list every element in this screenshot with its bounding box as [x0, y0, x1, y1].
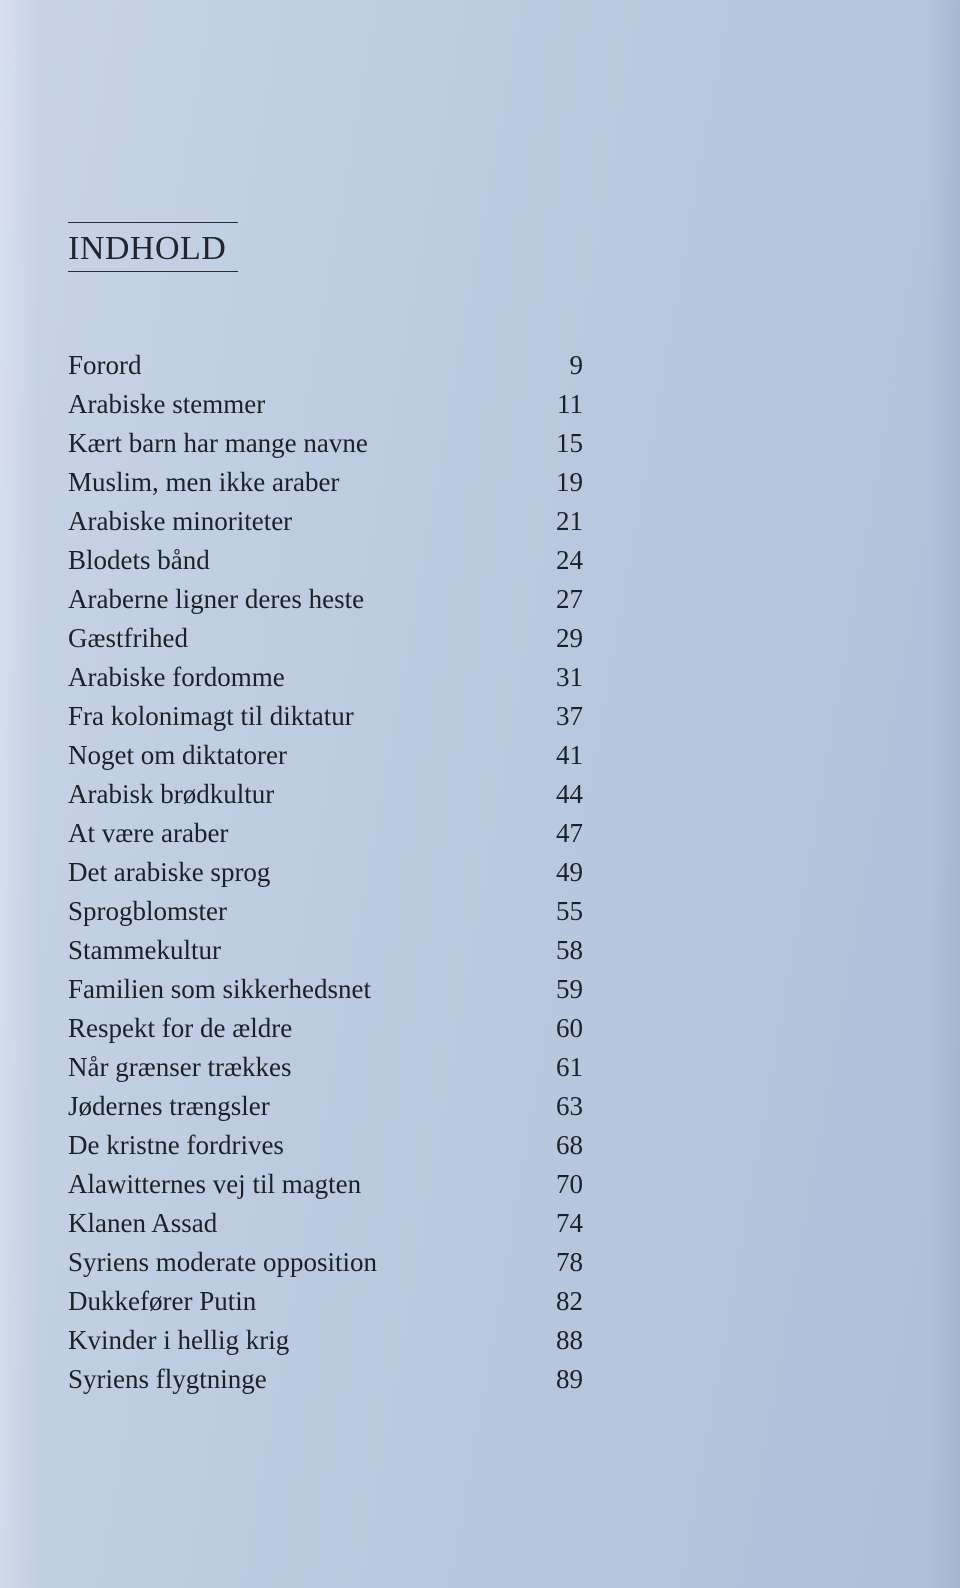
toc-entry [68, 463, 583, 502]
toc-entry-page-number: 88 [556, 1325, 583, 1355]
toc-entry-title: Gæstfrihed [68, 623, 188, 653]
toc-entry-title: De kristne fordrives [68, 1130, 284, 1160]
contents-heading: INDHOLD [68, 230, 227, 267]
toc-entry-page-number: 41 [556, 740, 583, 770]
toc-entry-title: Arabiske minoriteter [68, 506, 293, 536]
toc-entry-title: Dukkefører Putin [68, 1286, 257, 1316]
toc-entry-title: Kvinder i hellig krig [68, 1325, 290, 1355]
toc-entry-page-number: 29 [556, 623, 583, 653]
toc-entry-title: At være araber [68, 818, 229, 848]
toc-entry [68, 775, 583, 814]
toc-entry-title: Blodets bånd [68, 545, 210, 575]
toc-entry [68, 931, 583, 970]
toc-entry [68, 1243, 583, 1282]
toc-entry [68, 1165, 583, 1204]
toc-entry [68, 580, 583, 619]
toc-entry [68, 385, 583, 424]
toc-entry-page-number: 9 [569, 350, 583, 380]
toc-entry-page-number: 59 [556, 974, 583, 1004]
toc-entry-title: Noget om diktatorer [68, 740, 287, 770]
toc-entry [68, 853, 583, 892]
toc-entry [68, 1009, 583, 1048]
toc-entry-page-number: 68 [556, 1130, 583, 1160]
toc-entry-title: Fra kolonimagt til diktatur [68, 701, 354, 731]
toc-entry-title: Jødernes trængsler [68, 1091, 270, 1121]
toc-entry-page-number: 31 [556, 662, 583, 692]
toc-entry-title: Arabisk brødkultur [68, 779, 275, 809]
toc-entry-title: Sprogblomster [68, 896, 227, 926]
table-of-contents [68, 346, 583, 1399]
page-edge-shadow [930, 0, 960, 1588]
toc-entry-page-number: 60 [556, 1013, 583, 1043]
page-edge-highlight [0, 0, 40, 1588]
toc-entry-page-number: 47 [556, 818, 583, 848]
toc-entry-page-number: 61 [556, 1052, 583, 1082]
toc-entry-page-number: 19 [556, 467, 583, 497]
toc-entry [68, 1282, 583, 1321]
toc-entry-title: Respekt for de ældre [68, 1013, 293, 1043]
toc-entry-title: Syriens moderate opposition [68, 1247, 377, 1277]
toc-entry-title: Klanen Assad [68, 1208, 218, 1238]
toc-entry-page-number: 24 [556, 545, 583, 575]
toc-entry-title: Kært barn har mange navne [68, 428, 368, 458]
toc-entry [68, 1321, 583, 1360]
toc-entry-page-number: 70 [556, 1169, 583, 1199]
toc-entry [68, 502, 583, 541]
toc-entry-page-number: 82 [556, 1286, 583, 1316]
heading-rules [68, 222, 238, 272]
toc-entry-page-number: 55 [556, 896, 583, 926]
toc-entry [68, 619, 583, 658]
toc-entry-page-number: 89 [556, 1364, 583, 1394]
toc-entry [68, 697, 583, 736]
toc-entry-page-number: 44 [556, 779, 583, 809]
toc-entry-title: Arabiske fordomme [68, 662, 285, 692]
toc-entry-page-number: 58 [556, 935, 583, 965]
toc-entry-page-number: 74 [556, 1208, 583, 1238]
toc-entry [68, 814, 583, 853]
toc-entry-page-number: 78 [556, 1247, 583, 1277]
toc-entry [68, 346, 583, 385]
toc-entry-title: Arabiske stemmer [68, 389, 266, 419]
toc-entry [68, 424, 583, 463]
toc-entry-title: Når grænser trækkes [68, 1052, 292, 1082]
toc-entry [68, 1204, 583, 1243]
toc-entry-page-number: 27 [556, 584, 583, 614]
toc-entry-title: Det arabiske sprog [68, 857, 271, 887]
toc-entry-title: Forord [68, 350, 142, 380]
toc-entry [68, 970, 583, 1009]
toc-entry-title: Araberne ligner deres heste [68, 584, 365, 614]
toc-entry [68, 1360, 583, 1399]
toc-entry-page-number: 15 [556, 428, 583, 458]
toc-entry [68, 736, 583, 775]
toc-entry-page-number: 21 [556, 506, 583, 536]
toc-entry [68, 892, 583, 931]
toc-entry-page-number: 49 [556, 857, 583, 887]
toc-entry-title: Syriens flygtninge [68, 1364, 267, 1394]
toc-entry [68, 541, 583, 580]
toc-entry-page-number: 63 [556, 1091, 583, 1121]
toc-entry-title: Muslim, men ikke araber [68, 467, 340, 497]
toc-entry-page-number: 37 [556, 701, 583, 731]
toc-entry-title: Stammekultur [68, 935, 221, 965]
toc-entry-title: Alawitternes vej til magten [68, 1169, 362, 1199]
toc-entry [68, 658, 583, 697]
toc-entry-page-number: 11 [557, 389, 583, 419]
toc-entry [68, 1048, 583, 1087]
toc-entry [68, 1087, 583, 1126]
toc-entry [68, 1126, 583, 1165]
toc-entry-title: Familien som sikkerhedsnet [68, 974, 371, 1004]
